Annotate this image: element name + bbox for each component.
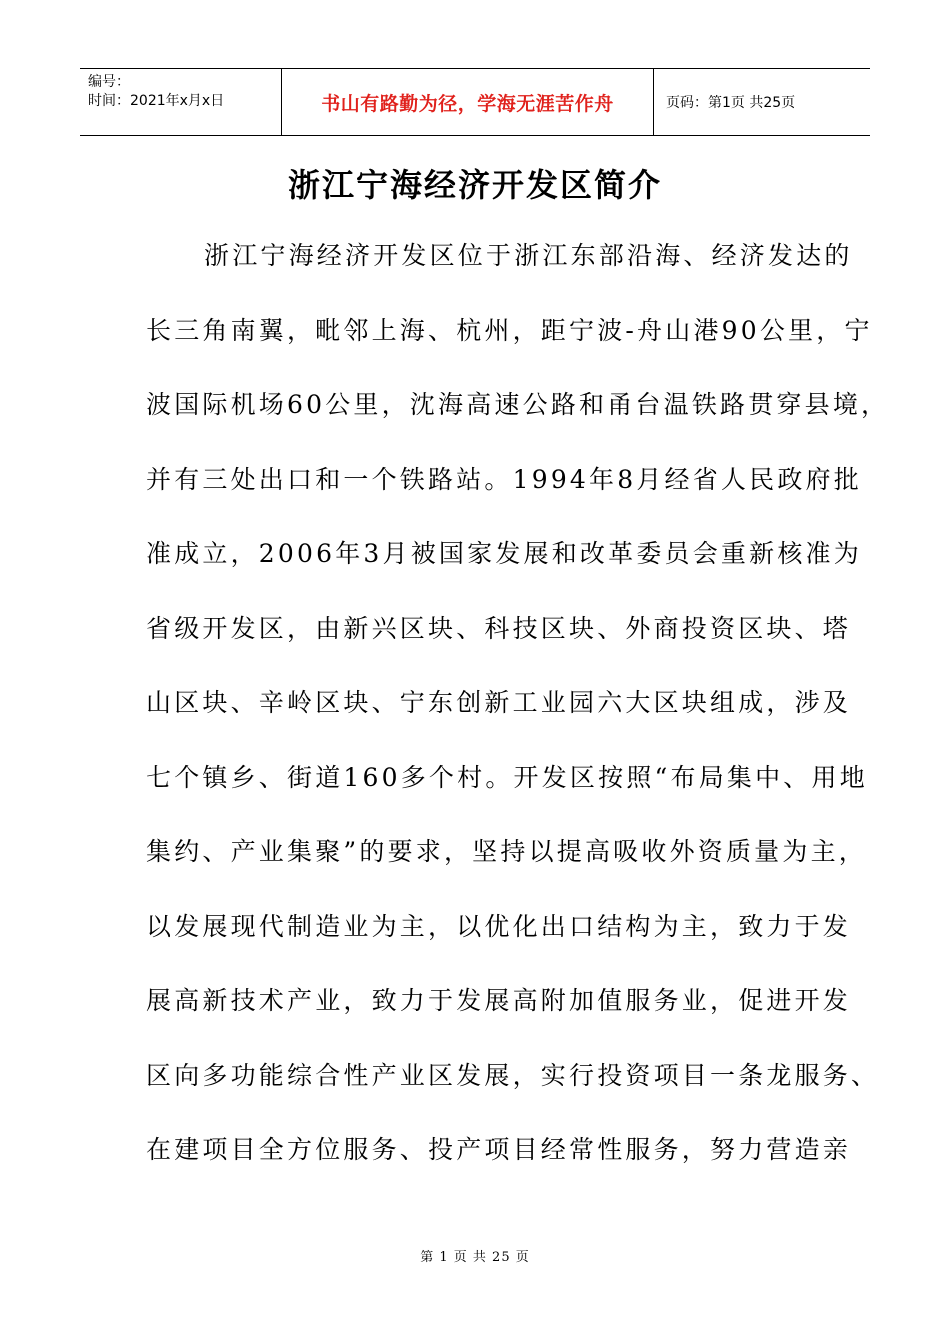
number-label: 编号： bbox=[88, 74, 130, 90]
body-line: 集约、产业集聚”的要求，坚持以提高吸收外资质量为主， bbox=[146, 837, 867, 866]
page-footer: 第 1 页 共 25 页 bbox=[420, 1250, 530, 1265]
body-line: 区向多功能综合性产业区发展，实行投资项目一条龙服务、 bbox=[146, 1060, 880, 1090]
header-page-info: 页码：第1页 共25页 bbox=[666, 95, 796, 111]
body-line: 在建项目全方位服务、投产项目经常性服务，努力营造亲 bbox=[146, 1135, 852, 1164]
document-title: 浙江宁海经济开发区简介 bbox=[287, 166, 662, 204]
body-line: 以发展现代制造业为主，以优化出口结构为主，致力于发 bbox=[146, 911, 852, 941]
header-table bbox=[80, 68, 870, 136]
body-line: 省级开发区，由新兴区块、科技区块、外商投资区块、塔 bbox=[146, 613, 852, 643]
body-line: 七个镇乡、街道160多个村。开发区按照“布局集中、用地 bbox=[146, 762, 868, 792]
body-line: 长三角南翼，毗邻上海、杭州，距宁波-舟山港90公里，宁 bbox=[146, 315, 873, 345]
header-meta-cell bbox=[80, 69, 282, 135]
body-line: 波国际机场60公里，沈海高速公路和甬台温铁路贯穿县境， bbox=[146, 390, 890, 419]
body-line: 山区块、辛岭区块、宁东创新工业园六大区块组成，涉及 bbox=[146, 688, 852, 717]
body-line: 展高新技术产业，致力于发展高附加值服务业，促进开发 bbox=[146, 986, 852, 1015]
body-line: 准成立，2006年3月被国家发展和改革委员会重新核准为 bbox=[146, 539, 862, 568]
body-line: 浙江宁海经济开发区位于浙江东部沿海、经济发达的 bbox=[204, 241, 853, 270]
body-line: 并有三处出口和一个铁路站。1994年8月经省人民政府批 bbox=[146, 464, 862, 494]
header-motto: 书山有路勤为径，学海无涯苦作舟 bbox=[282, 69, 654, 135]
document-body bbox=[146, 230, 890, 1199]
time-label: 时间：2021年x月x日 bbox=[88, 93, 225, 109]
